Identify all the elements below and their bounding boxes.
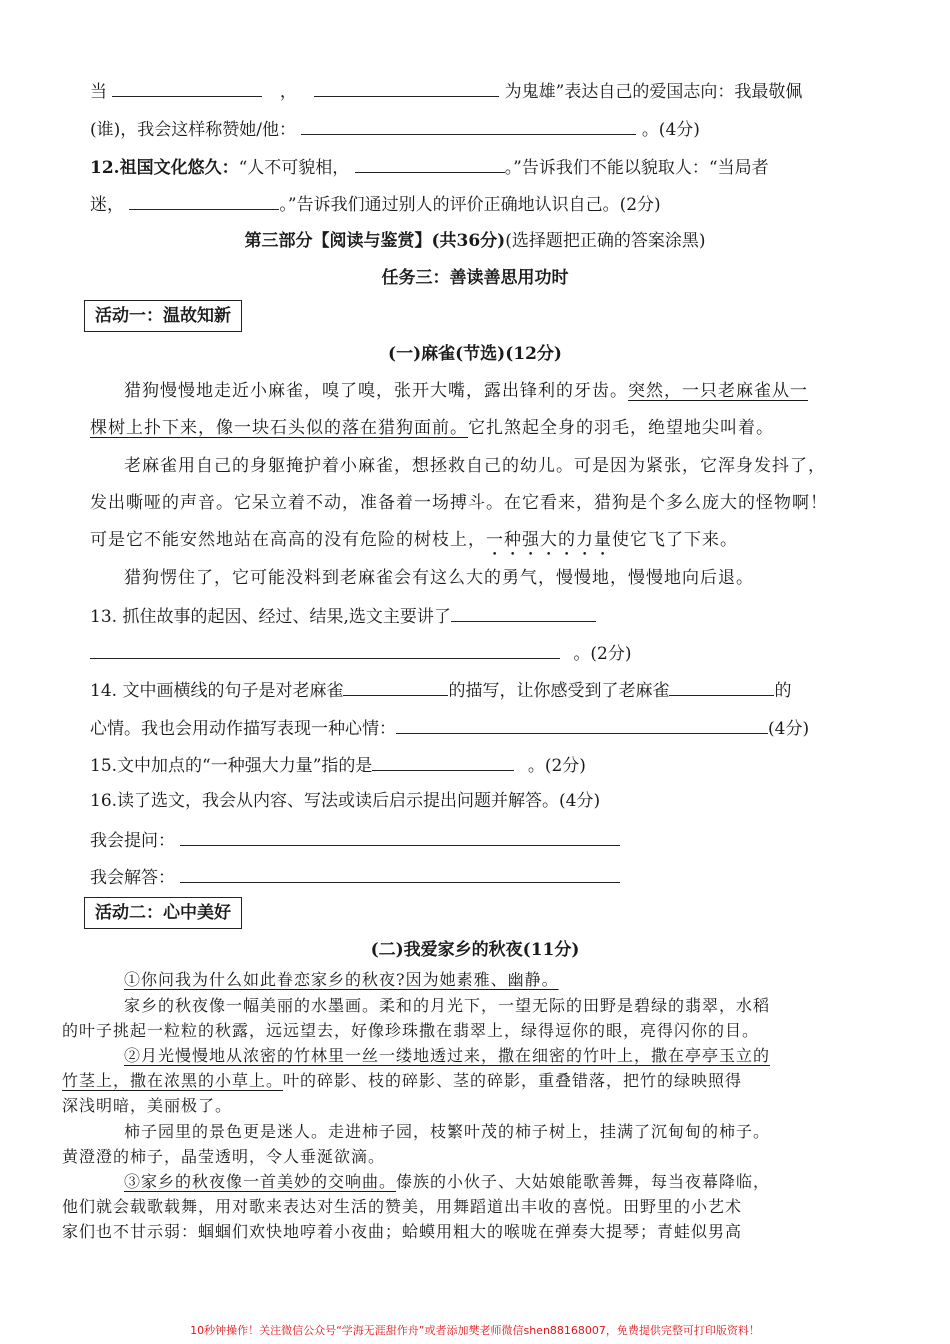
passage2-line3: 的叶子挑起一粒粒的秋露，远远望去，好像珍珠撒在翡翠上，绿得逗你的眼，亮得闪你的目。: [62, 1021, 760, 1040]
q12-text: 迷，: [90, 195, 124, 215]
underlined-sentence: ①你问我为什么如此眷恋家乡的秋夜?因为她素雅、幽静。: [124, 970, 559, 989]
q16-line: 16.读了选文，我会从内容、写法或读后启示提出问题并解答。(4分): [90, 791, 601, 811]
q14-line2: [90, 715, 860, 741]
promo-footer: 10秒钟操作！关注微信公众号“学海无涯甜作舟”或者添加樊老师微信shen88168007，免费提供完整可打印版资料！: [190, 1324, 760, 1337]
passage1-p2-line1: 老麻雀用自己的身躯掩护着小麻雀，想拯救自己的幼儿。可是因为紧张，它浑身发抖了，: [124, 456, 826, 476]
underlined-sentence: 棵树上扑下来，像一块石头似的落在猎狗面前。: [90, 418, 468, 438]
q13-line1: [90, 603, 860, 629]
passage1-p3: 猎狗愣住了，它可能没料到老麻雀会有这么大的勇气，慢慢地，慢慢地向后退。: [124, 568, 754, 588]
q12-text: 。”告诉我们通过别人的评价正确地认识自己。(2分): [279, 195, 661, 215]
passage2-line8: 黄澄澄的柿子，晶莹透明，令人垂涎欲滴。: [62, 1147, 386, 1166]
answer-blank[interactable]: [451, 603, 596, 622]
passage2-line4: [90, 1045, 860, 1067]
q12-title: 12.祖国文化悠久：: [90, 158, 239, 178]
q15-line: [90, 752, 860, 778]
underlined-sentence: 突然，一只老麻雀从一: [628, 381, 808, 401]
passage-text: 叶的碎影、枝的碎影、茎的碎影，重叠错落，把竹的绿映照得: [283, 1071, 743, 1090]
passage2-line11: 家们也不甘示弱：蝈蝈们欢快地哼着小夜曲；蛤蟆用粗大的喉咙在弹奏大提琴；青蛙似男高: [62, 1222, 743, 1241]
q11-text: ，: [279, 82, 297, 102]
answer-blank[interactable]: [314, 78, 499, 97]
answer-blank[interactable]: [372, 752, 514, 771]
passage1-p1-line1: [90, 379, 860, 403]
passage-text: 猎狗慢慢地走近小麻雀，嗅了嗅，张开大嘴，露出锋利的牙齿。: [124, 381, 628, 401]
passage2-line9: [90, 1171, 860, 1193]
q14-text: 的: [774, 681, 792, 701]
q15-text: 。(2分): [527, 756, 586, 776]
q12-text: “人不可貌相，: [238, 158, 350, 178]
activity2-label: 活动二：心中美好: [84, 897, 242, 929]
part3-header: [0, 229, 950, 253]
q12-text: 。”告诉我们不能以貌取人：“当局者: [504, 158, 769, 178]
q13-text: 13. 抓住故事的起因、经过、结果,选文主要讲了: [90, 607, 451, 627]
underlined-sentence: ②月光慢慢地从浓密的竹林里一丝一缕地透过来，撒在细密的竹叶上，撒在亭亭玉立的: [124, 1046, 771, 1065]
underlined-sentence: ③家乡的秋夜像一首美妙的交响曲。: [124, 1172, 397, 1191]
passage-text: 傣族的小伙子、大姑娘能歌善舞，每当夜幕降临，: [396, 1172, 771, 1191]
q14-text: 心情。我也会用动作描写表现一种心情：: [90, 719, 396, 739]
q14-text: 的描写，让你感受到了老麻雀: [448, 681, 670, 701]
passage2-title: (二)我爱家乡的秋夜(11分): [370, 940, 580, 960]
passage2-line2: 家乡的秋夜像一幅美丽的水墨画。柔和的月光下，一望无际的田野是碧绿的翡翠，水稻: [124, 996, 771, 1015]
answer-blank[interactable]: [669, 677, 774, 696]
passage-text: 使它飞了下来。: [612, 530, 738, 550]
q11-line1: [90, 78, 860, 104]
q11-text: 。(4分): [641, 120, 700, 140]
q11-line2: [90, 116, 860, 142]
q14-text: (4分): [768, 719, 810, 739]
q11-text: (谁)，我会这样称赞她/他：: [90, 120, 296, 140]
passage1-p2-line2: 发出嘶哑的声音。它呆立着不动，准备着一场搏斗。在它看来，猎狗是个多么庞大的怪物啊！: [90, 493, 828, 513]
passage2-line10: 他们就会载歌载舞，用对歌来表达对生活的赞美，用舞蹈道出丰收的喜悦。田野里的小艺术: [62, 1197, 743, 1216]
dotted-phrase: 一种强大的力量: [486, 530, 612, 550]
answer-blank[interactable]: [396, 715, 768, 734]
answer-label: 我会解答：: [90, 868, 175, 888]
q16-answer: [90, 864, 860, 890]
q14-text: 14. 文中画横线的句子是对老麻雀: [90, 681, 344, 701]
answer-blank[interactable]: [355, 154, 505, 173]
part3-title: 第三部分【阅读与鉴赏】(共36分): [244, 231, 506, 251]
passage2-line6: 深浅明暗，美丽极了。: [62, 1096, 233, 1115]
answer-blank[interactable]: [180, 864, 620, 883]
answer-blank[interactable]: [129, 191, 279, 210]
passage2-line7: 柿子园里的景色更是迷人。走进柿子园，枝繁叶茂的柿子树上，挂满了沉甸甸的柿子。: [124, 1122, 771, 1141]
ask-label: 我会提问：: [90, 831, 175, 851]
answer-blank[interactable]: [343, 677, 448, 696]
q14-line1: [90, 677, 860, 703]
q13-line2: [90, 640, 860, 666]
answer-blank[interactable]: [90, 640, 560, 659]
passage1-title: (一)麻雀(节选)(12分): [388, 344, 562, 364]
passage2-line5: [62, 1070, 860, 1092]
task3-title: 任务三：善读善思用功时: [381, 268, 569, 288]
passage-text: 可是它不能安然地站在高高的没有危险的树枝上，: [90, 530, 486, 550]
answer-blank[interactable]: [301, 116, 636, 135]
passage2-line1: [90, 969, 860, 991]
q15-text: 15.文中加点的“一种强大力量”指的是: [90, 756, 373, 776]
answer-blank[interactable]: [112, 78, 262, 97]
q13-text: 。(2分): [573, 644, 632, 664]
underlined-sentence: 竹茎上，撒在浓黑的小草上。: [62, 1071, 284, 1090]
q16-ask: [90, 827, 860, 853]
q12-line2: [90, 191, 860, 217]
passage-text: 它扎煞起全身的羽毛，绝望地尖叫着。: [468, 418, 774, 438]
activity1-label: 活动一：温故知新: [84, 300, 242, 332]
part3-note: (选择题把正确的答案涂黑): [505, 231, 706, 251]
q11-text: 当: [90, 82, 107, 102]
q11-text: 为鬼雄”表达自己的爱国志向：我最敬佩: [504, 82, 803, 102]
answer-blank[interactable]: [180, 827, 620, 846]
q12-line1: [90, 154, 860, 180]
passage1-p2-line3: [90, 528, 860, 560]
passage1-p1-line2: [90, 416, 860, 440]
